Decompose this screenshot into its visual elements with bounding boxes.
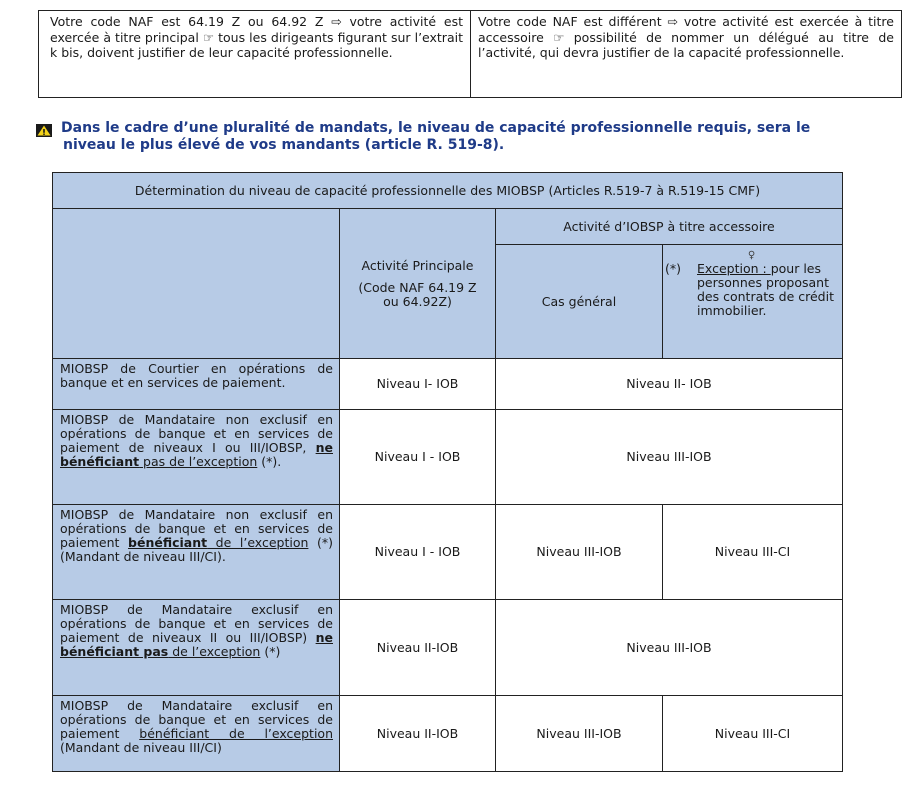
header-accessoire: Activité d’IOBSP à titre accessoire	[496, 209, 843, 245]
exception-mark: ♀	[747, 250, 756, 261]
cell-principal: Niveau I - IOB	[340, 505, 496, 600]
row-label: MIOBSP de Mandataire non exclusif en opérations de banque et en services de paiement de niveaux I ou III/IOBSP, ne bénéficiant pas de l’exception (*).	[53, 410, 340, 505]
table-row	[53, 696, 843, 772]
naf-accessoire-text: Votre code NAF est différent ⇨ votre activité est exercée à titre accessoire ☞ possibilité de nommer un délégué au titre de l’activité, qui devra justifier de la capacité professionnelle.	[470, 11, 901, 97]
exception-star: (*)	[665, 261, 682, 276]
cell-exception: Niveau III-CI	[663, 696, 843, 772]
table-row	[53, 359, 843, 410]
table-title: Détermination du niveau de capacité professionnelle des MIOBSP (Articles R.519-7 à R.519-15 CMF)	[53, 173, 843, 209]
cell-cas-general: Niveau III-IOB	[496, 696, 663, 772]
table-row	[53, 505, 843, 600]
header-cas-general: Cas général	[496, 245, 663, 359]
exception-text: Exception : pour les personnes proposant des contrats de crédit immobilier.	[697, 261, 834, 318]
header-principal: Activité Principale (Code NAF 64.19 Z ou 64.92Z)	[340, 209, 496, 359]
row-label: MIOBSP de Mandataire exclusif en opérations de banque et en services de paiement de niveaux II ou III/IOBSP) ne bénéficiant pas de l’exception (*)	[53, 600, 340, 696]
cell-principal: Niveau II-IOB	[340, 696, 496, 772]
cell-accessoire: Niveau III-IOB	[496, 600, 843, 696]
naf-info-box	[38, 10, 902, 98]
table-row	[53, 600, 843, 696]
row-label: MIOBSP de Mandataire exclusif en opérations de banque et en services de paiement bénéficiant de l’exception (Mandant de niveau III/CI)	[53, 696, 340, 772]
cell-cas-general: Niveau III-IOB	[496, 505, 663, 600]
cell-accessoire: Niveau III-IOB	[496, 410, 843, 505]
row-label: MIOBSP de Mandataire non exclusif en opérations de banque et en services de paiement bénéficiant de l’exception (*) (Mandant de niveau III/CI).	[53, 505, 340, 600]
header-exception	[663, 245, 843, 359]
table-row	[53, 410, 843, 505]
cell-accessoire: Niveau II- IOB	[496, 359, 843, 410]
row-label: MIOBSP de Courtier en opérations de banque et en services de paiement.	[53, 359, 340, 410]
warning-text: Dans le cadre d’une pluralité de mandats, le niveau de capacité professionnelle requis, sera le niveau le plus élevé de vos mandants (article R. 519-8).	[61, 120, 811, 153]
capacity-table	[52, 172, 843, 772]
cell-exception: Niveau III-CI	[663, 505, 843, 600]
header-empty-cell	[53, 209, 340, 359]
cell-principal: Niveau II-IOB	[340, 600, 496, 696]
cell-principal: Niveau I - IOB	[340, 410, 496, 505]
warning-triangle-icon	[36, 124, 52, 137]
plurality-warning	[36, 120, 866, 154]
naf-principal-text: Votre code NAF est 64.19 Z ou 64.92 Z ⇨ votre activité est exercée à titre principal ☞ tous les dirigeants figurant sur l’extrait k bis, doivent justifier de leur capacité professionnelle.	[50, 14, 463, 60]
cell-principal: Niveau I- IOB	[340, 359, 496, 410]
